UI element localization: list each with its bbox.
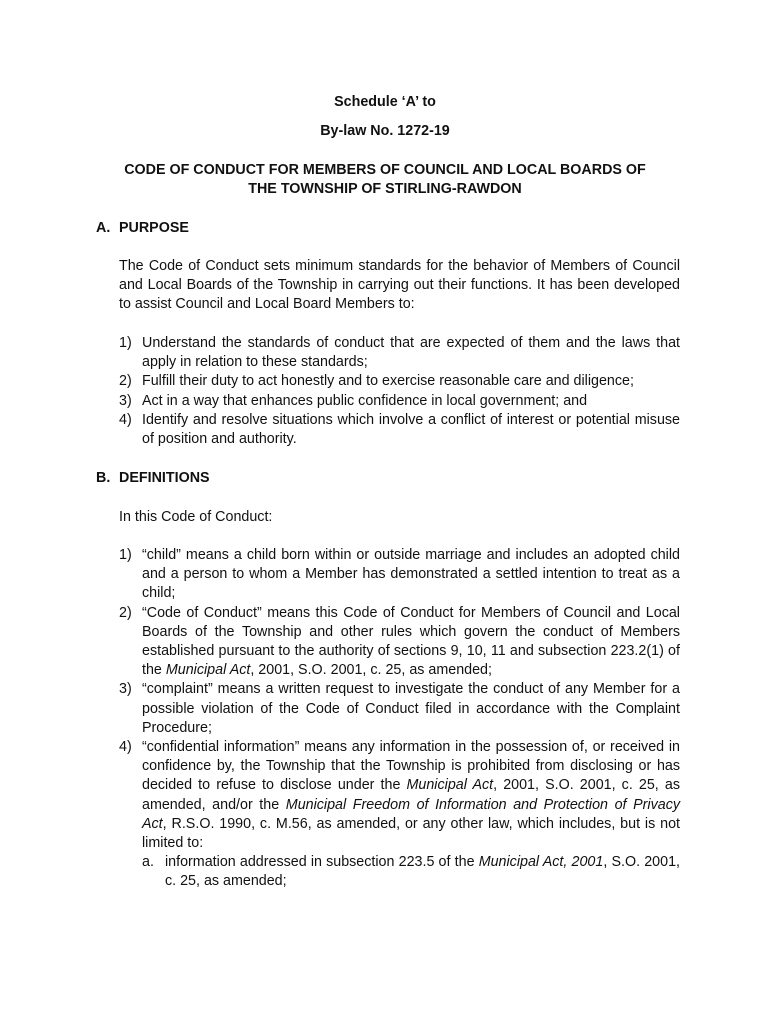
section-b-heading <box>96 469 210 488</box>
list-item-number: 2) <box>119 373 132 390</box>
list-item <box>119 546 680 604</box>
list-item <box>119 680 680 738</box>
list-item <box>119 411 680 449</box>
list-item-number: 2) <box>119 604 132 621</box>
act-name: Municipal Act <box>406 777 494 794</box>
section-a-heading <box>96 219 189 238</box>
document-title-line-1: CODE OF CONDUCT FOR MEMBERS OF COUNCIL AND LOCAL BOARDS OF <box>124 162 646 178</box>
section-b-title: DEFINITIONS <box>119 470 210 486</box>
list-item-number: 1) <box>119 335 132 351</box>
list-item-text: “child” means a child born within or outside marriage and includes an adopted child and a person to whom a Member has demonstrated a settled intention to treat as a child; <box>142 547 680 602</box>
list-item-text: “complaint” means a written request to investigate the conduct of any Member for a possible violation of the Code of Conduct filed in accordance with the Complaint Procedure; <box>142 681 680 736</box>
list-item-text: Understand the standards of conduct that are expected of them and the laws that apply in relation to these standards; <box>142 335 680 371</box>
sublist-item-text: information addressed in subsection 223.5 of the <box>165 854 479 871</box>
sublist-item <box>142 853 680 891</box>
list-item-number: 3) <box>119 681 132 698</box>
list-item-text: , 2001, S.O. 2001, c. 25, as amended; <box>250 662 492 679</box>
section-a-letter: A. <box>96 220 111 236</box>
list-item-text: “Code of Conduct” means this Code of Conduct for Members of Council and Local Boards of the Township and other rules which govern the conduct of Members established pursuant to the authority of sections 9, 10, 11 and subsection 223.2(1) of the <box>142 604 680 679</box>
list-item-text: Fulfill their duty to act honestly and to exercise reasonable care and diligence; <box>142 373 634 390</box>
list-item-number: 1) <box>119 547 132 563</box>
list-item-text: , 2001, S.O. 2001, c. 25, as amended, and/or the <box>142 777 680 813</box>
sublist-item-letter: a. <box>142 854 154 871</box>
act-name: Municipal Freedom of Information and Protection of Privacy Act <box>142 796 680 832</box>
purpose-list <box>119 334 680 449</box>
list-item <box>119 392 680 411</box>
definitions-sublist <box>142 853 680 891</box>
document-title-line-2: THE TOWNSHIP OF STIRLING-RAWDON <box>248 181 522 197</box>
section-a-title: PURPOSE <box>119 220 189 236</box>
list-item-number: 3) <box>119 392 132 409</box>
definitions-list <box>119 546 680 892</box>
section-b-letter: B. <box>96 470 111 486</box>
list-item-text: Act in a way that enhances public confidence in local government; and <box>142 392 588 409</box>
list-item-text: , R.S.O. 1990, c. M.56, as amended, or any other law, which includes, but is not limited to: <box>142 815 680 852</box>
list-item-number: 4) <box>119 739 132 756</box>
act-name: Municipal Act, 2001 <box>478 854 604 871</box>
list-item-text: Identify and resolve situations which involve a conflict of interest or potential misuse of position and authority. <box>142 411 680 448</box>
act-name: Municipal Act <box>165 662 251 679</box>
list-item <box>119 604 680 681</box>
bylaw-number: By-law No. 1272-19 <box>320 123 450 139</box>
sublist-item-text: , S.O. 2001, c. 25, as amended; <box>165 854 680 890</box>
list-item <box>119 738 680 892</box>
list-item-text: “confidential information” means any information in the possession of, or received in confidence by, the Township that the Township is prohibited from disclosing or has decided to refuse to disclose under the <box>142 739 680 794</box>
list-item-number: 4) <box>119 411 132 428</box>
definitions-intro: In this Code of Conduct: <box>119 509 273 525</box>
schedule-label: Schedule ‘A’ to <box>334 94 436 110</box>
purpose-intro: The Code of Conduct sets minimum standards for the behavior of Members of Council and Local Boards of the Township in carrying out their functions. It has been developed to assist Council and Local Board Members to: <box>119 258 680 313</box>
list-item <box>119 334 680 372</box>
list-item <box>119 372 680 391</box>
